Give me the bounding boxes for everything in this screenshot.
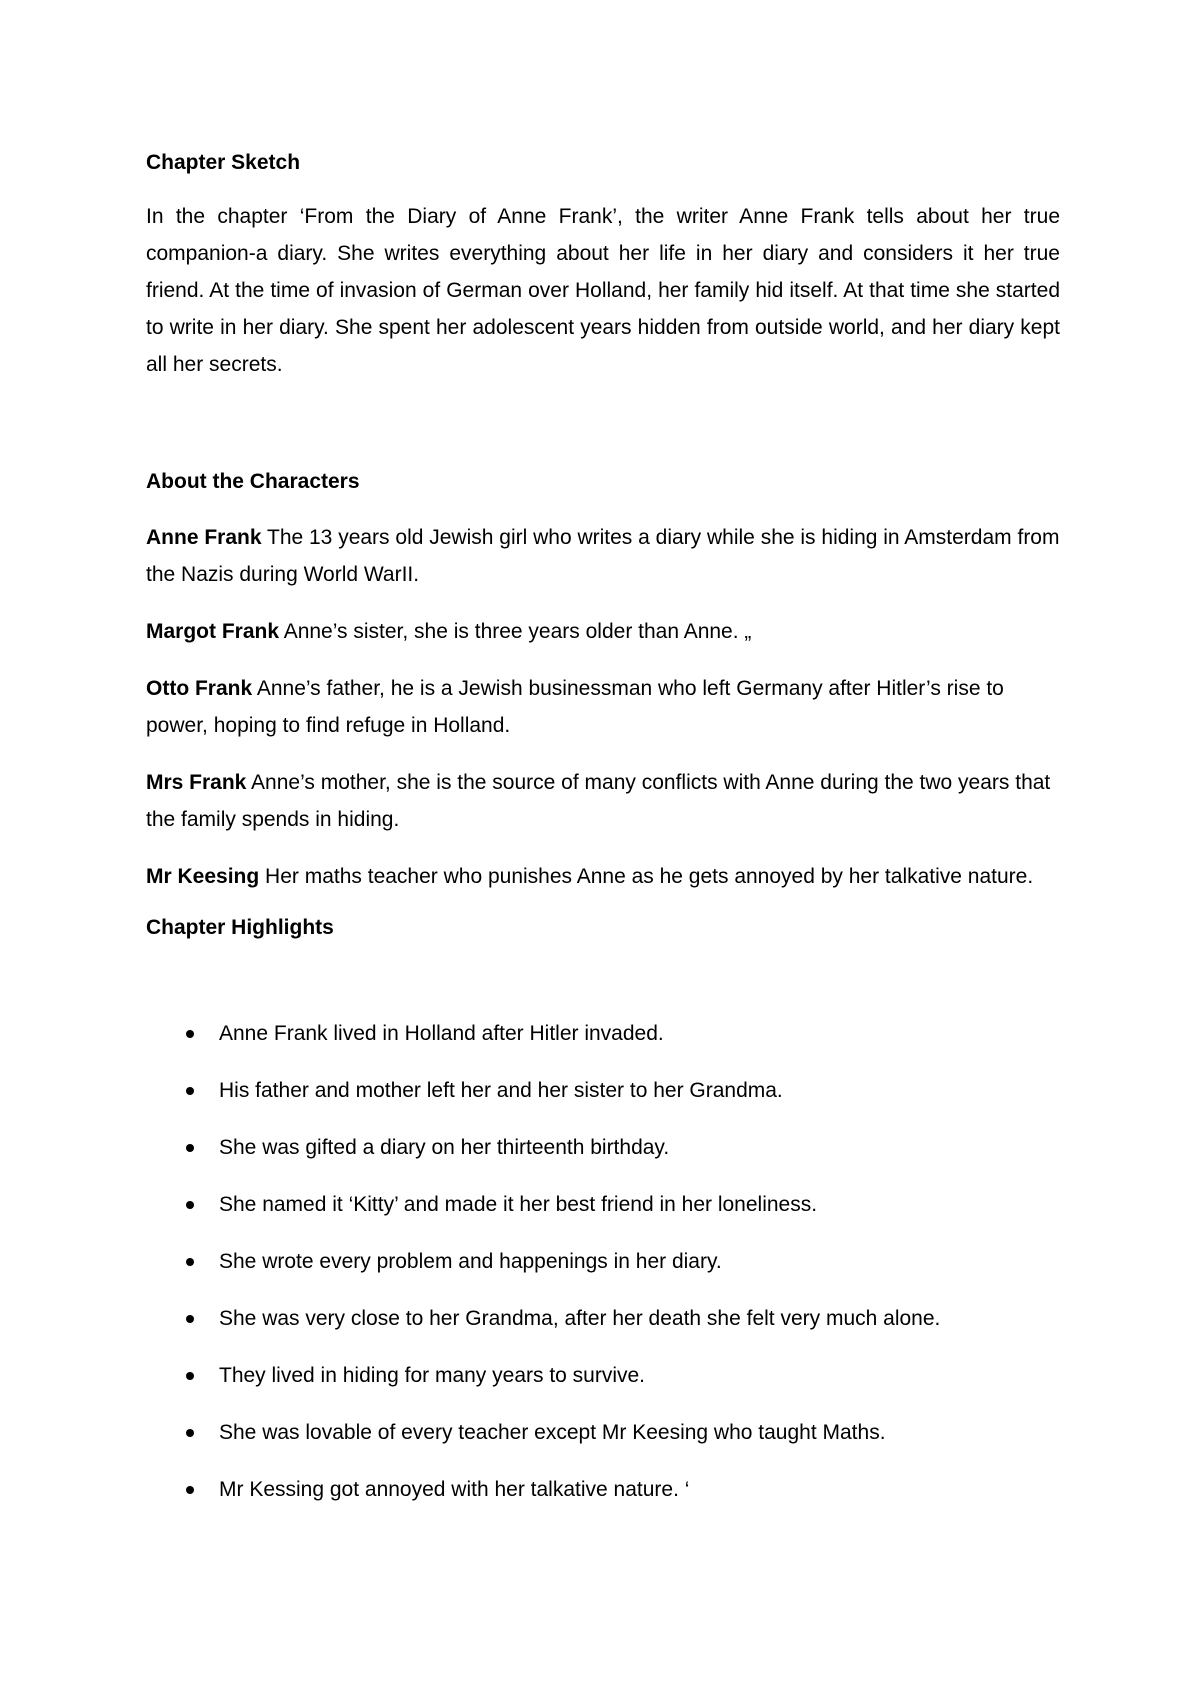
chapter-sketch-paragraph: In the chapter ‘From the Diary of Anne Frank’, the writer Anne Frank tells about her true companion-a diary. She writes everything about her life in her diary and considers it her true friend. At the time of invasion of German over Holland, her family hid itself. At that time she started to write in her diary. She spent her adolescent years hidden from outside world, and her diary kept all her secrets. bbox=[146, 205, 1060, 376]
character-description: Anne’s father, he is a Jewish businessman who left Germany after Hitler’s rise to power, hoping to find refuge in Holland. bbox=[146, 677, 1004, 737]
highlight-text: She was lovable of every teacher except Mr Keesing who taught Maths. bbox=[219, 1421, 886, 1444]
highlight-text: Anne Frank lived in Holland after Hitler invaded. bbox=[219, 1022, 664, 1045]
highlight-text: She was very close to her Grandma, after her death she felt very much alone. bbox=[219, 1307, 941, 1330]
document-content bbox=[146, 148, 1060, 1528]
chapter-sketch-heading: Chapter Sketch bbox=[146, 151, 301, 174]
character-entry bbox=[146, 613, 1060, 650]
character-name: Mrs Frank bbox=[146, 771, 247, 794]
bullet-icon bbox=[186, 1030, 194, 1038]
list-item bbox=[146, 1072, 1060, 1109]
character-description: Anne’s mother, she is the source of many conflicts with Anne during the two years that the family spends in hiding. bbox=[146, 771, 1051, 831]
bullet-icon bbox=[186, 1144, 194, 1152]
list-item bbox=[146, 1129, 1060, 1166]
bullet-icon bbox=[186, 1429, 194, 1437]
bullet-icon bbox=[186, 1087, 194, 1095]
character-description: Anne’s sister, she is three years older than Anne. „ bbox=[279, 620, 752, 643]
highlight-text: His father and mother left her and her sister to her Grandma. bbox=[219, 1079, 783, 1102]
character-name: Mr Keesing bbox=[146, 865, 260, 888]
character-entry bbox=[146, 764, 1060, 838]
highlights-list bbox=[146, 1015, 1060, 1508]
bullet-icon bbox=[186, 1258, 194, 1266]
list-item bbox=[146, 1300, 1060, 1337]
list-item bbox=[146, 1357, 1060, 1394]
list-item bbox=[146, 1243, 1060, 1280]
bullet-icon bbox=[186, 1486, 194, 1494]
character-entry bbox=[146, 670, 1060, 744]
highlight-text: She was gifted a diary on her thirteenth birthday. bbox=[219, 1136, 670, 1159]
list-item bbox=[146, 1015, 1060, 1052]
highlight-text: Mr Kessing got annoyed with her talkative nature. ‘ bbox=[219, 1478, 690, 1501]
list-item bbox=[146, 1186, 1060, 1223]
character-description: Her maths teacher who punishes Anne as he gets annoyed by her talkative nature. bbox=[259, 865, 1034, 888]
highlight-text: She wrote every problem and happenings in her diary. bbox=[219, 1250, 722, 1273]
bullet-icon bbox=[186, 1315, 194, 1323]
character-name: Otto Frank bbox=[146, 677, 253, 700]
character-description: The 13 years old Jewish girl who writes a diary while she is hiding in Amsterdam from the Nazis during World WarII. bbox=[146, 526, 1060, 586]
chapter-highlights-heading: Chapter Highlights bbox=[146, 916, 334, 939]
characters-heading: About the Characters bbox=[146, 470, 360, 493]
character-name: Anne Frank bbox=[146, 526, 262, 549]
character-entry bbox=[146, 519, 1060, 593]
list-item bbox=[146, 1471, 1060, 1508]
character-entry bbox=[146, 858, 1060, 895]
bullet-icon bbox=[186, 1372, 194, 1380]
highlight-text: She named it ‘Kitty’ and made it her best friend in her loneliness. bbox=[219, 1193, 818, 1216]
list-item bbox=[146, 1414, 1060, 1451]
highlight-text: They lived in hiding for many years to survive. bbox=[219, 1364, 646, 1387]
character-name: Margot Frank bbox=[146, 620, 280, 643]
bullet-icon bbox=[186, 1201, 194, 1209]
